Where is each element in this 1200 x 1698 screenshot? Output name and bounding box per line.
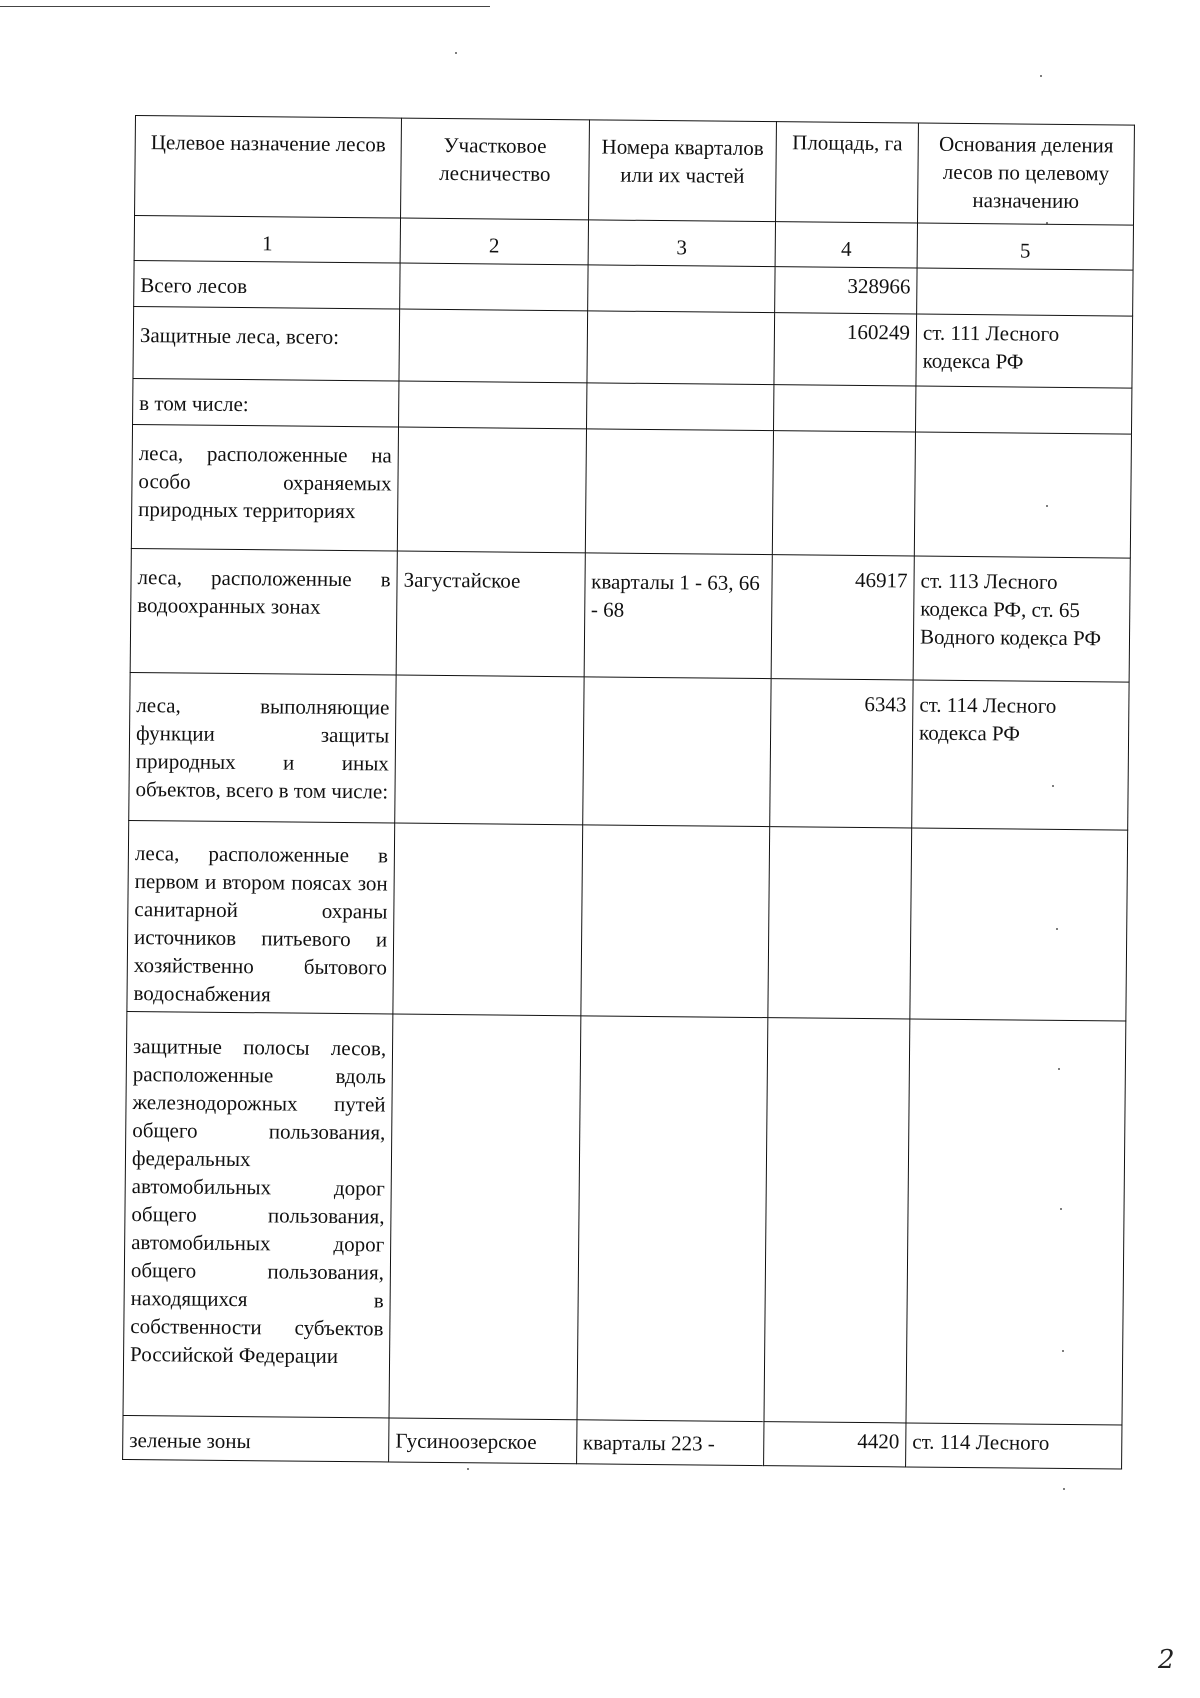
cell-quarters xyxy=(581,825,770,1018)
column-number: 4 xyxy=(775,222,917,268)
cell-basis xyxy=(914,432,1131,558)
header-purpose: Целевое назначение лесов xyxy=(135,116,402,219)
scan-speck xyxy=(1040,75,1042,77)
cell-area xyxy=(773,431,916,556)
cell-forestry: Загустайское xyxy=(396,551,585,677)
cell-purpose: Всего лесов xyxy=(134,260,401,309)
cell-forestry xyxy=(399,381,587,429)
cell-quarters: кварталы 1 - 63, 66 - 68 xyxy=(584,553,773,679)
cell-forestry xyxy=(400,263,588,311)
header-quarters: Номера кварталов или их частей xyxy=(588,120,777,222)
cell-basis: ст. 113 Лесного кодекса РФ, ст. 65 Водного кодекса РФ xyxy=(913,556,1130,682)
cell-purpose: Защитные леса, всего: xyxy=(133,306,400,381)
cell-quarters: кварталы 223 - xyxy=(576,1420,764,1466)
cell-quarters xyxy=(582,677,771,827)
cell-quarters xyxy=(587,265,775,313)
document-sheet xyxy=(122,115,1135,1470)
cell-quarters xyxy=(577,1016,768,1422)
cell-forestry: Гусиноозерское xyxy=(389,1418,577,1464)
header-forestry: Участковое лесничество xyxy=(401,118,590,220)
table-row xyxy=(131,424,1131,558)
cell-purpose: защитные полосы лесов, расположенные вдоль железнодорожных путей общего пользования, федеральных автомобильных дорог общего пользования, автомобильных дорог общего пользования, находящихся в собственности субъектов Российской Федерации xyxy=(123,1011,393,1418)
cell-basis: ст. 111 Лесного кодекса РФ xyxy=(916,314,1133,388)
cell-forestry xyxy=(393,823,582,1016)
cell-forestry xyxy=(399,309,587,383)
cell-basis xyxy=(906,1019,1126,1425)
cell-area xyxy=(768,827,912,1019)
cell-area: 328966 xyxy=(775,267,917,314)
cell-quarters xyxy=(586,383,774,431)
table-row xyxy=(123,1011,1126,1425)
cell-forestry xyxy=(389,1014,580,1420)
cell-forestry xyxy=(397,427,586,553)
cell-basis xyxy=(917,268,1133,316)
column-number: 2 xyxy=(400,218,588,265)
cell-purpose: леса, расположенные в первом и втором поясах зон санитарной охраны источников питьевого и хозяйственно бытового водоснабжения xyxy=(127,820,395,1014)
cell-purpose: зеленые зоны xyxy=(123,1415,390,1462)
forest-purpose-table xyxy=(122,115,1135,1470)
cell-basis: ст. 114 Лесного кодекса РФ xyxy=(912,680,1129,830)
cell-purpose: в том числе: xyxy=(133,378,400,427)
cell-quarters xyxy=(585,429,774,555)
header-area: Площадь, га xyxy=(776,122,919,223)
header-basis: Основания деления лесов по целевому назначению xyxy=(918,123,1135,225)
cell-area: 6343 xyxy=(770,679,913,828)
table-header-row xyxy=(135,116,1135,226)
cell-forestry xyxy=(395,675,584,825)
table-row xyxy=(130,548,1130,682)
cell-area: 4420 xyxy=(764,1422,906,1467)
cell-purpose: леса, расположенные в водоохранных зонах xyxy=(130,548,397,675)
scan-speck xyxy=(467,1468,469,1470)
table-row xyxy=(127,820,1128,1021)
cell-area: 46917 xyxy=(771,555,914,680)
cell-purpose: леса, расположенные на особо охраняемых природных территориях xyxy=(131,424,398,551)
column-number: 1 xyxy=(134,216,401,264)
scan-speck xyxy=(1063,1488,1065,1490)
column-number: 5 xyxy=(917,223,1133,270)
cell-basis xyxy=(916,386,1132,434)
cell-area: 160249 xyxy=(774,313,916,386)
cell-basis xyxy=(910,828,1128,1021)
scan-speck xyxy=(455,52,457,54)
cell-area xyxy=(774,385,916,432)
table-row xyxy=(123,1415,1122,1469)
column-number: 3 xyxy=(588,220,776,267)
handwritten-page-number: 2 xyxy=(1158,1645,1175,1675)
top-scan-edge-line xyxy=(0,6,490,7)
cell-purpose: леса, выполняющие функции защиты природных и иных объектов, всего в том числе: xyxy=(129,672,397,823)
cell-area xyxy=(764,1018,910,1423)
cell-basis: ст. 114 Лесного xyxy=(906,1423,1122,1469)
table-row xyxy=(129,672,1129,830)
table-row xyxy=(133,306,1133,388)
cell-quarters xyxy=(587,311,775,385)
